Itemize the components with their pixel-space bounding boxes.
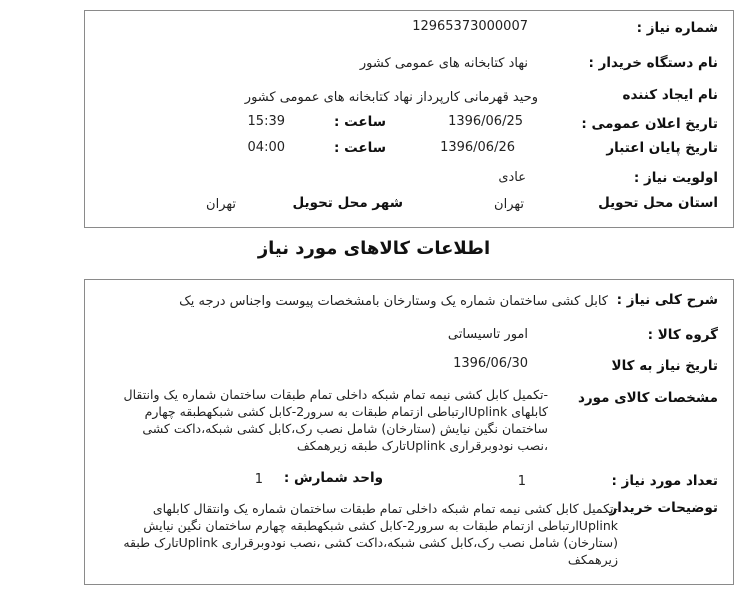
need-date-value: 1396/06/30: [453, 356, 528, 371]
city-label: شهر محل تحویل: [292, 195, 403, 211]
general-desc-label: شرح کلی نیاز :: [616, 292, 718, 308]
unit-label: واحد شمارش :: [283, 470, 383, 486]
announce-date-label: تاریخ اعلان عمومی :: [581, 116, 718, 132]
unit-value: 1: [254, 472, 263, 487]
need-date-label: تاریخ نیاز به کالا: [611, 358, 718, 374]
announce-date-value: 1396/06/25: [448, 114, 523, 129]
province-value: تهران: [494, 197, 524, 212]
need-number-value: 12965373000007: [412, 19, 528, 34]
validity-time-label: ساعت :: [334, 140, 386, 156]
general-desc-value: کابل کشی ساختمان شماره یک وستارخان بامشخصات پیوست واجناس درجه یک: [179, 294, 608, 309]
announce-time-label: ساعت :: [334, 114, 386, 130]
goods-group-value: امور تاسیساتی: [447, 327, 528, 342]
spec-value: -تکمیل کابل کشی نیمه تمام شبکه داخلی تمام طبقات ساختمان شماره یک وانتقال کابلهای Uplinkارتباطی ازتمام طبقات به سرور2-کابل کشی شبکهطبقه چهارم ساختمان نگین نیایش (ستارخان) شامل نصب رک،کابل کشی شبکه،داکت کشی ،نصب نودوبرقراری Uplinkتارک طبقه زیرهمکف: [123, 387, 548, 453]
validity-end-label: تاریخ پایان اعتبار: [606, 140, 718, 156]
goods-group-label: گروه کالا :: [647, 327, 718, 343]
creator-label: نام ایجاد کننده: [622, 87, 718, 103]
quantity-value: 1: [517, 474, 526, 489]
city-value: تهران: [206, 197, 236, 212]
priority-label: اولویت نیاز :: [633, 170, 718, 186]
province-label: استان محل تحویل: [598, 195, 718, 211]
validity-end-value: 1396/06/26: [440, 140, 515, 155]
buyer-org-value: نهاد کتابخانه های عمومی کشور: [359, 56, 528, 71]
quantity-label: تعداد مورد نیاز :: [611, 473, 718, 489]
priority-value: عادی: [498, 170, 526, 185]
announce-time-value: 15:39: [247, 114, 285, 129]
spec-label: مشخصات کالای مورد: [577, 390, 718, 406]
buyer-notes-label: توضیحات خریدار: [609, 500, 718, 516]
creator-value: وحید قهرمانی کارپرداز نهاد کتابخانه های عمومی کشور: [244, 90, 538, 105]
buyer-notes-value: -تکمیل کابل کشی نیمه تمام شبکه داخلی تمام طبقات ساختمان شماره یک وانتقال کابلهای Uplinkارتباطی ازتمام طبقات به سرور2-کابل کشی شبکهطبقه چهارم ساختمان نگین نیایش (ستارخان) شامل نصب رک،کابل کشی شبکه،داکت کشی ،نصب نودوبرقراری Uplinkتارک طبقه زیرهمکف: [123, 501, 618, 567]
section-title: اطلاعات کالاهای مورد نیاز: [257, 238, 491, 259]
need-number-label: شماره نیاز :: [636, 20, 718, 36]
validity-time-value: 04:00: [247, 140, 285, 155]
buyer-org-label: نام دستگاه خریدار :: [588, 55, 718, 71]
